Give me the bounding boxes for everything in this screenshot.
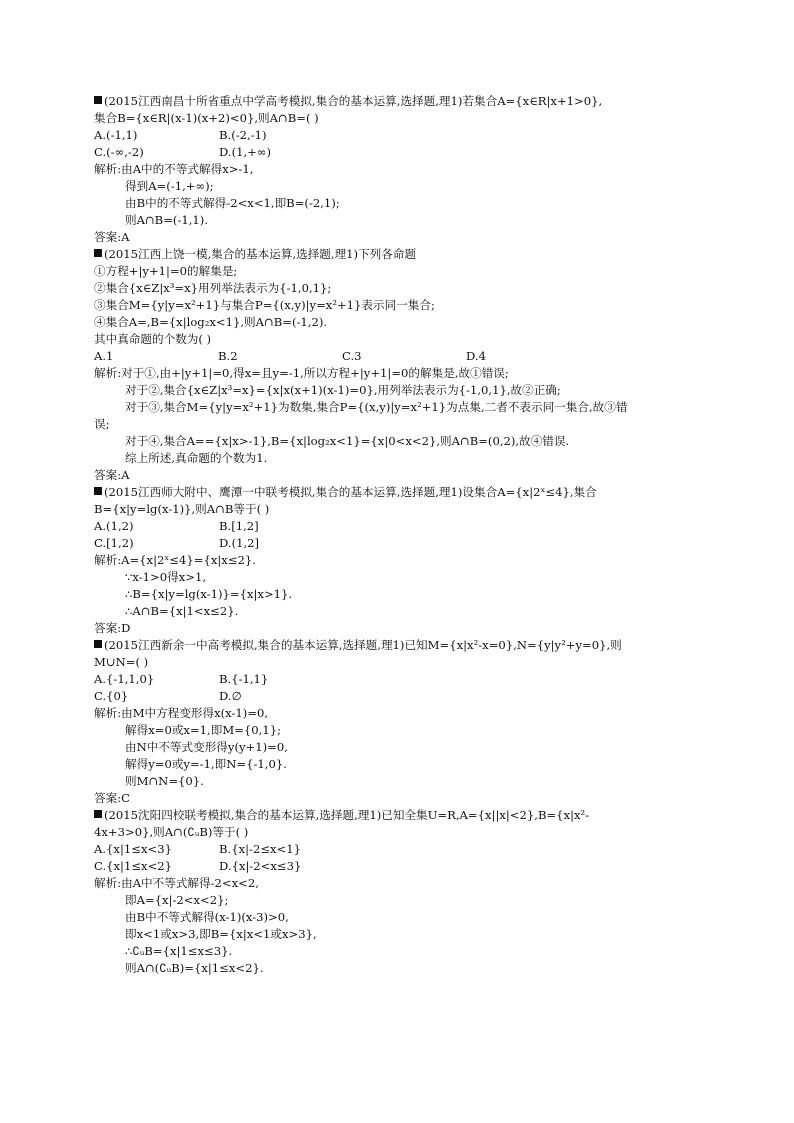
option-d: D.4 [466, 349, 486, 363]
analysis-line: 得到A=(-1,+∞); [125, 179, 214, 193]
analysis-line: 由N中不等式变形得y(y+1)=0, [125, 740, 288, 754]
answer: 答案:A [94, 468, 130, 482]
square-bullet-icon [94, 487, 102, 495]
option-b: B.{x|-2≤x<1} [219, 842, 302, 856]
option-c: C.{x|1≤x<2} [94, 859, 173, 873]
problem-2 [94, 246, 706, 484]
option-c: C.3 [342, 349, 362, 363]
analysis-line: 由B中的不等式解得-2<x<1,即B=(-2,1); [125, 196, 340, 210]
analysis-line: 对于②,集合{x∈Z|x³=x}={x|x(x+1)(x-1)=0},用列举法表示为{-1,0,1},故②正确; [125, 383, 561, 397]
option-c: C.(-∞,-2) [94, 145, 144, 159]
answer: 答案:C [94, 791, 130, 805]
problem-stem-line: (2015江西师大附中、鹰潭一中联考模拟,集合的基本运算,选择题,理1)设集合A={x|2ˣ≤4},集合 [94, 484, 706, 501]
analysis-line: 解析:A={x|2ˣ≤4}={x|x≤2}. [94, 553, 256, 567]
square-bullet-icon [94, 249, 102, 257]
option-a: A.1 [94, 349, 114, 363]
analysis-line: 对于③,集合M={y|y=x²+1}为数集,集合P={(x,y)|y=x²+1}为点集,二者不表示同一集合,故③错 [125, 400, 628, 414]
problem-stem-line: 集合B={x∈R|(x-1)(x+2)<0},则A∩B=( ) [94, 111, 319, 125]
analysis-line: 综上所述,真命题的个数为1. [125, 451, 268, 465]
options-row [94, 858, 706, 875]
problem-stem-line: ②集合{x∈Z|x³=x}用列举法表示为{-1,0,1}; [94, 281, 332, 295]
option-c: C.[1,2) [94, 536, 134, 550]
option-b: B.(-2,-1) [219, 128, 267, 142]
analysis-line: ∴∁ᵤB={x|1≤x≤3}. [125, 944, 233, 958]
option-a: A.{-1,1,0} [94, 672, 155, 686]
analysis-line: ∵x-1>0得x>1, [125, 570, 207, 584]
answer: 答案:D [94, 621, 131, 635]
option-b: B.2 [218, 349, 238, 363]
options-row [94, 348, 706, 365]
problem-1 [94, 93, 706, 246]
analysis-line: 解得y=0或y=-1,即N={-1,0}. [125, 757, 287, 771]
problem-stem-line: (2015江西上饶一模,集合的基本运算,选择题,理1)下列各命题 [94, 246, 706, 263]
options-row [94, 841, 706, 858]
analysis-line: 解析:由M中方程变形得x(x-1)=0, [94, 706, 269, 720]
square-bullet-icon [94, 640, 102, 648]
options-row [94, 518, 706, 535]
option-d: D.{x|-2<x≤3} [219, 859, 302, 873]
option-a: A.(1,2) [94, 519, 134, 533]
option-a: A.(-1,1) [94, 128, 138, 142]
problem-stem-line: B={x|y=lg(x-1)},则A∩B等于( ) [94, 502, 270, 516]
analysis-line: 误; [94, 417, 110, 431]
option-c: C.{0} [94, 689, 129, 703]
problem-stem-line: ①方程+|y+1|=0的解集是; [94, 264, 238, 278]
analysis-line: 解析:对于①,由+|y+1|=0,得x=且y=-1,所以方程+|y+1|=0的解集是,故①错误; [94, 366, 509, 380]
analysis-line: 则A∩(∁ᵤB)={x|1≤x<2}. [125, 961, 264, 975]
problem-stem-line: (2015江西新余一中高考模拟,集合的基本运算,选择题,理1)已知M={x|x²-x=0},N={y|y²+y=0},则 [94, 637, 706, 654]
square-bullet-icon [94, 810, 102, 818]
problem-stem-line: ④集合A=,B={x|log₂x<1},则A∩B=(-1,2). [94, 315, 328, 329]
problem-stem-line: 其中真命题的个数为( ) [94, 332, 212, 346]
problem-5 [94, 807, 706, 977]
analysis-line: 则A∩B=(-1,1). [125, 213, 209, 227]
option-d: D.∅ [219, 689, 242, 703]
option-a: A.{x|1≤x<3} [94, 842, 172, 856]
analysis-line: ∴A∩B={x|1<x≤2}. [125, 604, 239, 618]
analysis-line: 由B中不等式解得(x-1)(x-3)>0, [125, 910, 289, 924]
answer: 答案:A [94, 230, 130, 244]
option-d: D.(1,+∞) [219, 145, 272, 159]
analysis-line: 即A={x|-2<x<2}; [125, 893, 229, 907]
analysis-line: 则M∩N={0}. [125, 774, 204, 788]
problem-stem-line: (2015江西南昌十所省重点中学高考模拟,集合的基本运算,选择题,理1)若集合A={x∈R|x+1>0}, [94, 93, 706, 110]
option-b: B.{-1,1} [219, 672, 269, 686]
problem-4 [94, 637, 706, 807]
option-b: B.[1,2] [219, 519, 259, 533]
problem-stem-line: (2015沈阳四校联考模拟,集合的基本运算,选择题,理1)已知全集U=R,A={x||x|<2},B={x|x²- [94, 807, 706, 824]
options-row [94, 127, 706, 144]
analysis-line: 即x<1或x>3,即B={x|x<1或x>3}, [125, 927, 317, 941]
problem-3 [94, 484, 706, 637]
analysis-line: 解析:由A中不等式解得-2<x<2, [94, 876, 259, 890]
options-row [94, 688, 706, 705]
analysis-line: 解得x=0或x=1,即M={0,1}; [125, 723, 282, 737]
problem-stem-line: M∪N=( ) [94, 655, 149, 669]
analysis-line: 解析:由A中的不等式解得x>-1, [94, 162, 254, 176]
options-row [94, 671, 706, 688]
problem-stem-line: 4x+3>0},则A∩(∁ᵤB)等于( ) [94, 825, 249, 839]
document-page [94, 93, 706, 977]
option-d: D.(1,2] [219, 536, 260, 550]
problem-stem-line: ③集合M={y|y=x²+1}与集合P={(x,y)|y=x²+1}表示同一集合; [94, 298, 435, 312]
options-row [94, 144, 706, 161]
square-bullet-icon [94, 96, 102, 104]
options-row [94, 535, 706, 552]
analysis-line: 对于④,集合A=={x|x>-1},B={x|log₂x<1}={x|0<x<2},则A∩B=(0,2),故④错误. [125, 434, 570, 448]
analysis-line: ∴B={x|y=lg(x-1)}={x|x>1}. [125, 587, 293, 601]
